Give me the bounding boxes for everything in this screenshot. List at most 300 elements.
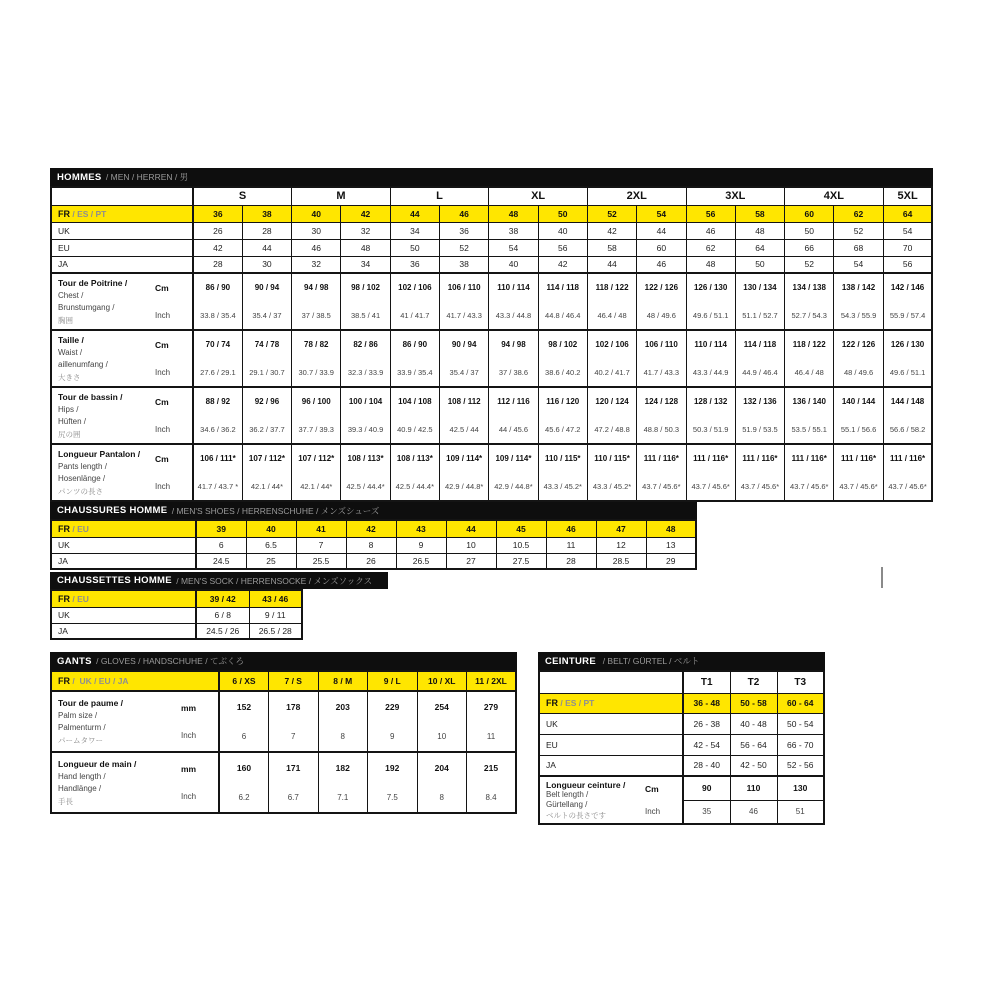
value-cell: 42 (193, 239, 242, 256)
region-label-secondary: / ES / PT (558, 698, 595, 708)
measurement-value-cell: 130 (777, 776, 824, 800)
value-cell: 25 (246, 553, 296, 569)
region-label-secondary: / UK / EU / JA (70, 676, 129, 686)
mens-table-title-bar (50, 168, 933, 186)
measurement-value-cell: 33.9 / 35.4 (390, 358, 439, 387)
gloves-table (50, 652, 517, 814)
measurement-value-cell: 8.4 (467, 782, 517, 813)
value-cell: 46 (637, 256, 686, 273)
measurement-label (539, 776, 683, 824)
measurement-value-cell: 51.9 / 53.5 (735, 415, 784, 444)
value-cell: 6.5 (246, 537, 296, 553)
unit-bottom: Inch (155, 311, 171, 320)
measurement-value-cell: 43.3 / 45.2* (538, 472, 587, 501)
region-label-secondary: / ES / PT (70, 208, 107, 219)
value-cell: 34 (341, 256, 390, 273)
belt-grid (538, 670, 825, 825)
size-cell: 39 / 42 (196, 590, 249, 607)
measurement-value-cell: 43.7 / 45.6* (785, 472, 834, 501)
measurement-value-cell: 138 / 142 (834, 273, 883, 301)
measurement-value-cell: 38.6 / 40.2 (538, 358, 587, 387)
size-cell: 7 / S (269, 671, 319, 691)
value-cell: 28 - 40 (683, 755, 730, 776)
value-cell: 54 (883, 222, 932, 239)
measurement-value-cell: 178 (269, 691, 319, 721)
gloves-table-title-bar (50, 652, 517, 670)
measurement-value-cell: 42.5 / 44.4* (390, 472, 439, 501)
value-cell: 60 (637, 239, 686, 256)
measurement-value-cell: 215 (467, 752, 517, 782)
value-cell: 48 (686, 256, 735, 273)
size-cell: 39 (196, 520, 246, 537)
measurement-value-cell: 7 (269, 721, 319, 752)
measurement-value-cell: 38.5 / 41 (341, 301, 390, 330)
value-cell: 50 - 54 (777, 713, 824, 734)
value-cell: 26.5 / 28 (249, 623, 302, 639)
size-cell: 46 (546, 520, 596, 537)
measurement-value-cell: 34.6 / 36.2 (193, 415, 242, 444)
socks-grid (50, 589, 303, 640)
measurement-value-cell: 111 / 116* (834, 444, 883, 472)
measurement-value-cell: 48 / 49.6 (637, 301, 686, 330)
measurement-value-cell: 203 (318, 691, 368, 721)
value-cell: 46 (292, 239, 341, 256)
region-row-label: JA (51, 553, 196, 569)
size-cell: 43 / 46 (249, 590, 302, 607)
unit-bottom: Inch (181, 792, 197, 801)
measurement-value-cell: 43.7 / 45.6* (686, 472, 735, 501)
measurement-value-cell: 74 / 78 (242, 330, 291, 358)
value-cell: 42 (538, 256, 587, 273)
size-cell: 44 (446, 520, 496, 537)
measurement-value-cell: 107 / 112* (292, 444, 341, 472)
measurement-value-cell: 120 / 124 (587, 387, 636, 415)
measurement-value-cell: 40.9 / 42.5 (390, 415, 439, 444)
measurement-value-cell: 44 / 45.6 (489, 415, 538, 444)
measurement-value-cell: 114 / 118 (735, 330, 784, 358)
measurement-value-cell: 111 / 116* (735, 444, 784, 472)
value-cell: 44 (637, 222, 686, 239)
measurement-value-cell: 130 / 134 (735, 273, 784, 301)
measurement-value-cell: 98 / 102 (538, 330, 587, 358)
region-row-label: JA (51, 256, 193, 273)
region-label-strong: FR (58, 593, 70, 604)
value-cell: 28 (546, 553, 596, 569)
value-cell: 26.5 (396, 553, 446, 569)
unit-top: Cm (155, 283, 169, 293)
measurement-value-cell: 43.3 / 44.9 (686, 358, 735, 387)
size-cell: 47 (596, 520, 646, 537)
measurement-value-cell: 100 / 104 (341, 387, 390, 415)
measurement-value-cell: 108 / 113* (390, 444, 439, 472)
region-label-strong: FR (58, 523, 70, 534)
measurement-value-cell: 111 / 116* (785, 444, 834, 472)
unit-labels (181, 694, 218, 749)
measurement-value-cell: 8 (417, 782, 467, 813)
unit-bottom: Inch (155, 368, 171, 377)
measurement-value-cell: 42.5 / 44.4* (341, 472, 390, 501)
measurement-value-cell: 52.7 / 54.3 (785, 301, 834, 330)
measurement-value-cell: 7.1 (318, 782, 368, 813)
value-cell: 56 (538, 239, 587, 256)
unit-bottom: Inch (155, 482, 171, 491)
measurement-value-cell: 110 / 115* (538, 444, 587, 472)
measurement-value-cell: 102 / 106 (587, 330, 636, 358)
value-cell: 58 (587, 239, 636, 256)
measurement-value-cell: 88 / 92 (193, 387, 242, 415)
unit-labels (155, 274, 192, 329)
value-cell: 70 (883, 239, 932, 256)
measurement-value-cell: 48.8 / 50.3 (637, 415, 686, 444)
size-cell: 60 - 64 (777, 693, 824, 713)
measurement-value-cell: 51 (777, 800, 824, 823)
table-row (51, 330, 932, 358)
table-row (51, 553, 696, 569)
table-title-secondary: / BELT/ GÜRTEL / ベルト (597, 656, 700, 666)
region-row-label (51, 205, 193, 222)
value-cell: 54 (834, 256, 883, 273)
size-cell: 43 (396, 520, 446, 537)
size-cell: 46 (440, 205, 489, 222)
measurement-value-cell: 110 / 115* (587, 444, 636, 472)
measurement-value-cell: 44.9 / 46.4 (735, 358, 784, 387)
unit-top: Cm (155, 454, 169, 464)
size-group-header: 3XL (686, 187, 785, 205)
table-row (51, 222, 932, 239)
value-cell: 40 - 48 (730, 713, 777, 734)
measurement-value-cell: 51.1 / 52.7 (735, 301, 784, 330)
value-cell: 52 - 56 (777, 755, 824, 776)
table-row (51, 187, 932, 205)
table-row (51, 239, 932, 256)
size-cell: 11 / 2XL (467, 671, 517, 691)
measurement-value-cell: 108 / 112 (440, 387, 489, 415)
table-title: CHAUSSURES HOMME (57, 505, 168, 516)
unit-labels (181, 755, 218, 810)
value-cell: 46 (686, 222, 735, 239)
measurement-value-cell: 37 / 38.6 (489, 358, 538, 387)
measurement-value-cell: 10 (417, 721, 467, 752)
value-cell: 54 (489, 239, 538, 256)
size-cell: 45 (496, 520, 546, 537)
unit-bottom: Inch (181, 731, 197, 740)
measurement-value-cell: 9 (368, 721, 418, 752)
measurement-value-cell: 140 / 144 (834, 387, 883, 415)
size-cell: 48 (646, 520, 696, 537)
unit-top: Cm (155, 397, 169, 407)
socks-table-title-bar (50, 572, 388, 589)
measurement-value-cell: 43.7 / 45.6* (637, 472, 686, 501)
measurement-value-cell: 229 (368, 691, 418, 721)
measurement-value-cell: 90 (683, 776, 730, 800)
shoes-grid (50, 519, 697, 570)
measurement-label-lines: Tour de paume / Palm size / Palmenturm / パームタワー (58, 698, 124, 745)
table-title-secondary: / MEN'S SHOES / HERRENSCHUHE / メンズシューズ (169, 505, 380, 516)
measurement-value-cell: 118 / 122 (785, 330, 834, 358)
table-row (51, 590, 302, 607)
measurement-value-cell: 44.8 / 46.4 (538, 301, 587, 330)
value-cell: 9 / 11 (249, 607, 302, 623)
region-label-strong: FR (58, 208, 70, 219)
size-group-header: 5XL (883, 187, 932, 205)
size-cell: 44 (390, 205, 439, 222)
unit-labels (155, 331, 192, 386)
value-cell: 25.5 (296, 553, 346, 569)
value-cell: 26 - 38 (683, 713, 730, 734)
column-header-cell: T2 (730, 671, 777, 693)
region-row-label (51, 590, 196, 607)
measurement-value-cell: 279 (467, 691, 517, 721)
value-cell: 66 (785, 239, 834, 256)
table-row (51, 537, 696, 553)
table-row (51, 520, 696, 537)
measurement-value-cell: 122 / 126 (637, 273, 686, 301)
measurement-value-cell: 40.2 / 41.7 (587, 358, 636, 387)
measurement-value-cell: 30.7 / 33.9 (292, 358, 341, 387)
measurement-label (51, 752, 219, 813)
value-cell: 48 (341, 239, 390, 256)
measurement-value-cell: 90 / 94 (440, 330, 489, 358)
unit-labels (645, 777, 682, 823)
measurement-label (51, 444, 193, 501)
measurement-label (51, 330, 193, 387)
measurement-value-cell: 102 / 106 (390, 273, 439, 301)
corner-cell (51, 187, 193, 205)
region-row-label: JA (539, 755, 683, 776)
value-cell: 38 (489, 222, 538, 239)
measurement-value-cell: 106 / 110 (440, 273, 489, 301)
value-cell: 11 (546, 537, 596, 553)
region-row-label: UK (539, 713, 683, 734)
value-cell: 40 (489, 256, 538, 273)
measurement-value-cell: 7.5 (368, 782, 418, 813)
value-cell: 38 (440, 256, 489, 273)
value-cell: 24.5 (196, 553, 246, 569)
measurement-value-cell: 107 / 112* (242, 444, 291, 472)
corner-cell (539, 671, 683, 693)
measurement-value-cell: 39.3 / 40.9 (341, 415, 390, 444)
region-label-secondary: / EU (70, 593, 89, 604)
measurement-value-cell: 49.6 / 51.1 (883, 358, 932, 387)
table-row (539, 693, 824, 713)
value-cell: 40 (538, 222, 587, 239)
value-cell: 44 (587, 256, 636, 273)
measurement-value-cell: 78 / 82 (292, 330, 341, 358)
value-cell: 27.5 (496, 553, 546, 569)
value-cell: 27 (446, 553, 496, 569)
measurement-value-cell: 110 / 114 (489, 273, 538, 301)
size-cell: 60 (785, 205, 834, 222)
region-row-label (539, 693, 683, 713)
value-cell: 30 (242, 256, 291, 273)
value-cell: 68 (834, 239, 883, 256)
size-cell: 52 (587, 205, 636, 222)
value-cell: 56 - 64 (730, 734, 777, 755)
measurement-value-cell: 41.7 / 43.3 (637, 358, 686, 387)
measurement-value-cell: 49.6 / 51.1 (686, 301, 735, 330)
shoes-table-title-bar (50, 502, 697, 519)
mens-socks-table (50, 572, 388, 640)
measurement-value-cell: 46 (730, 800, 777, 823)
value-cell: 12 (596, 537, 646, 553)
measurement-value-cell: 41.7 / 43.3 (440, 301, 489, 330)
measurement-value-cell: 43.7 / 45.6* (735, 472, 784, 501)
table-title-secondary: / GLOVES / HANDSCHUHE / てぶくろ (93, 656, 244, 666)
value-cell: 29 (646, 553, 696, 569)
measurement-value-cell: 43.3 / 45.2* (587, 472, 636, 501)
size-cell: 36 - 48 (683, 693, 730, 713)
measurement-value-cell: 43.7 / 45.6* (834, 472, 883, 501)
measurement-value-cell: 70 / 74 (193, 330, 242, 358)
table-row (51, 671, 516, 691)
men-grid (50, 186, 933, 502)
value-cell: 10.5 (496, 537, 546, 553)
measurement-value-cell: 86 / 90 (390, 330, 439, 358)
table-row (51, 387, 932, 415)
value-cell: 6 (196, 537, 246, 553)
measurement-value-cell: 55.1 / 56.6 (834, 415, 883, 444)
measurement-value-cell: 98 / 102 (341, 273, 390, 301)
measurement-value-cell: 111 / 116* (686, 444, 735, 472)
table-title: CEINTURE (545, 655, 596, 667)
size-group-header: L (390, 187, 489, 205)
measurement-value-cell: 152 (219, 691, 269, 721)
size-cell: 40 (246, 520, 296, 537)
size-cell: 38 (242, 205, 291, 222)
region-row-label: UK (51, 537, 196, 553)
value-cell: 62 (686, 239, 735, 256)
measurement-value-cell: 33.8 / 35.4 (193, 301, 242, 330)
size-cell: 56 (686, 205, 735, 222)
size-cell: 40 (292, 205, 341, 222)
value-cell: 36 (390, 256, 439, 273)
measurement-value-cell: 11 (467, 721, 517, 752)
value-cell: 26 (346, 553, 396, 569)
mens-shoes-table (50, 502, 697, 570)
table-row (51, 623, 302, 639)
gloves-grid (50, 670, 517, 814)
measurement-value-cell: 37.7 / 39.3 (292, 415, 341, 444)
measurement-value-cell: 116 / 120 (538, 387, 587, 415)
measurement-value-cell: 124 / 128 (637, 387, 686, 415)
size-cell: 41 (296, 520, 346, 537)
measurement-value-cell: 144 / 148 (883, 387, 932, 415)
measurement-value-cell: 35.4 / 37 (440, 358, 489, 387)
table-row (539, 713, 824, 734)
measurement-value-cell: 111 / 116* (883, 444, 932, 472)
size-cell: 54 (637, 205, 686, 222)
measurement-value-cell: 50.3 / 51.9 (686, 415, 735, 444)
value-cell: 64 (735, 239, 784, 256)
measurement-value-cell: 41 / 41.7 (390, 301, 439, 330)
measurement-label (51, 273, 193, 330)
measurement-value-cell: 109 / 114* (489, 444, 538, 472)
measurement-value-cell: 134 / 138 (785, 273, 834, 301)
belt-table (538, 652, 825, 825)
measurement-value-cell: 27.6 / 29.1 (193, 358, 242, 387)
region-label-strong: FR (546, 698, 558, 708)
value-cell: 28 (193, 256, 242, 273)
measurement-value-cell: 90 / 94 (242, 273, 291, 301)
measurement-label (51, 691, 219, 752)
value-cell: 66 - 70 (777, 734, 824, 755)
measurement-value-cell: 46.4 / 48 (587, 301, 636, 330)
measurement-value-cell: 29.1 / 30.7 (242, 358, 291, 387)
measurement-value-cell: 126 / 130 (883, 330, 932, 358)
value-cell: 56 (883, 256, 932, 273)
size-cell: 42 (346, 520, 396, 537)
unit-top: Cm (155, 340, 169, 350)
value-cell: 50 (785, 222, 834, 239)
measurement-value-cell: 46.4 / 48 (785, 358, 834, 387)
region-row-label: UK (51, 222, 193, 239)
table-row (51, 273, 932, 301)
table-row (539, 734, 824, 755)
measurement-value-cell: 94 / 98 (489, 330, 538, 358)
measurement-value-cell: 41.7 / 43.7 * (193, 472, 242, 501)
size-cell: 36 (193, 205, 242, 222)
value-cell: 36 (440, 222, 489, 239)
region-row-label: UK (51, 607, 196, 623)
value-cell: 10 (446, 537, 496, 553)
measurement-value-cell: 110 / 114 (686, 330, 735, 358)
size-cell: 6 / XS (219, 671, 269, 691)
mens-size-table (50, 168, 933, 502)
table-row (539, 776, 824, 800)
measurement-value-cell: 54.3 / 55.9 (834, 301, 883, 330)
table-row (51, 691, 516, 721)
measurement-value-cell: 126 / 130 (686, 273, 735, 301)
size-group-header: S (193, 187, 292, 205)
measurement-value-cell: 128 / 132 (686, 387, 735, 415)
size-cell: 50 (538, 205, 587, 222)
measurement-label-lines: Tour de bassin / Hips / Hüften / 尻の囲 (58, 392, 123, 439)
measurement-value-cell: 43.7 / 45.6* (883, 472, 932, 501)
size-cell: 58 (735, 205, 784, 222)
size-cell: 8 / M (318, 671, 368, 691)
table-row (51, 205, 932, 222)
measurement-value-cell: 42.1 / 44* (292, 472, 341, 501)
value-cell: 6 / 8 (196, 607, 249, 623)
measurement-value-cell: 110 (730, 776, 777, 800)
measurement-label-lines: Taille / Waist / aillenumfang / 大きさ (58, 335, 108, 382)
measurement-value-cell: 6.2 (219, 782, 269, 813)
measurement-value-cell: 42.5 / 44 (440, 415, 489, 444)
table-title: HOMMES (57, 171, 102, 183)
size-cell: 48 (489, 205, 538, 222)
value-cell: 26 (193, 222, 242, 239)
size-cell: 50 - 58 (730, 693, 777, 713)
unit-top: Cm (645, 783, 659, 794)
value-cell: 44 (242, 239, 291, 256)
measurement-value-cell: 96 / 100 (292, 387, 341, 415)
size-group-header: 4XL (785, 187, 884, 205)
value-cell: 42 - 50 (730, 755, 777, 776)
table-title: GANTS (57, 655, 92, 667)
size-group-header: 2XL (587, 187, 686, 205)
value-cell: 52 (785, 256, 834, 273)
value-cell: 42 - 54 (683, 734, 730, 755)
measurement-value-cell: 109 / 114* (440, 444, 489, 472)
measurement-value-cell: 56.6 / 58.2 (883, 415, 932, 444)
table-title-secondary: / MEN / HERREN / 男 (103, 172, 189, 182)
table-row (51, 607, 302, 623)
measurement-label (51, 387, 193, 444)
measurement-value-cell: 118 / 122 (587, 273, 636, 301)
table-row (539, 755, 824, 776)
value-cell: 24.5 / 26 (196, 623, 249, 639)
table-row (51, 752, 516, 782)
